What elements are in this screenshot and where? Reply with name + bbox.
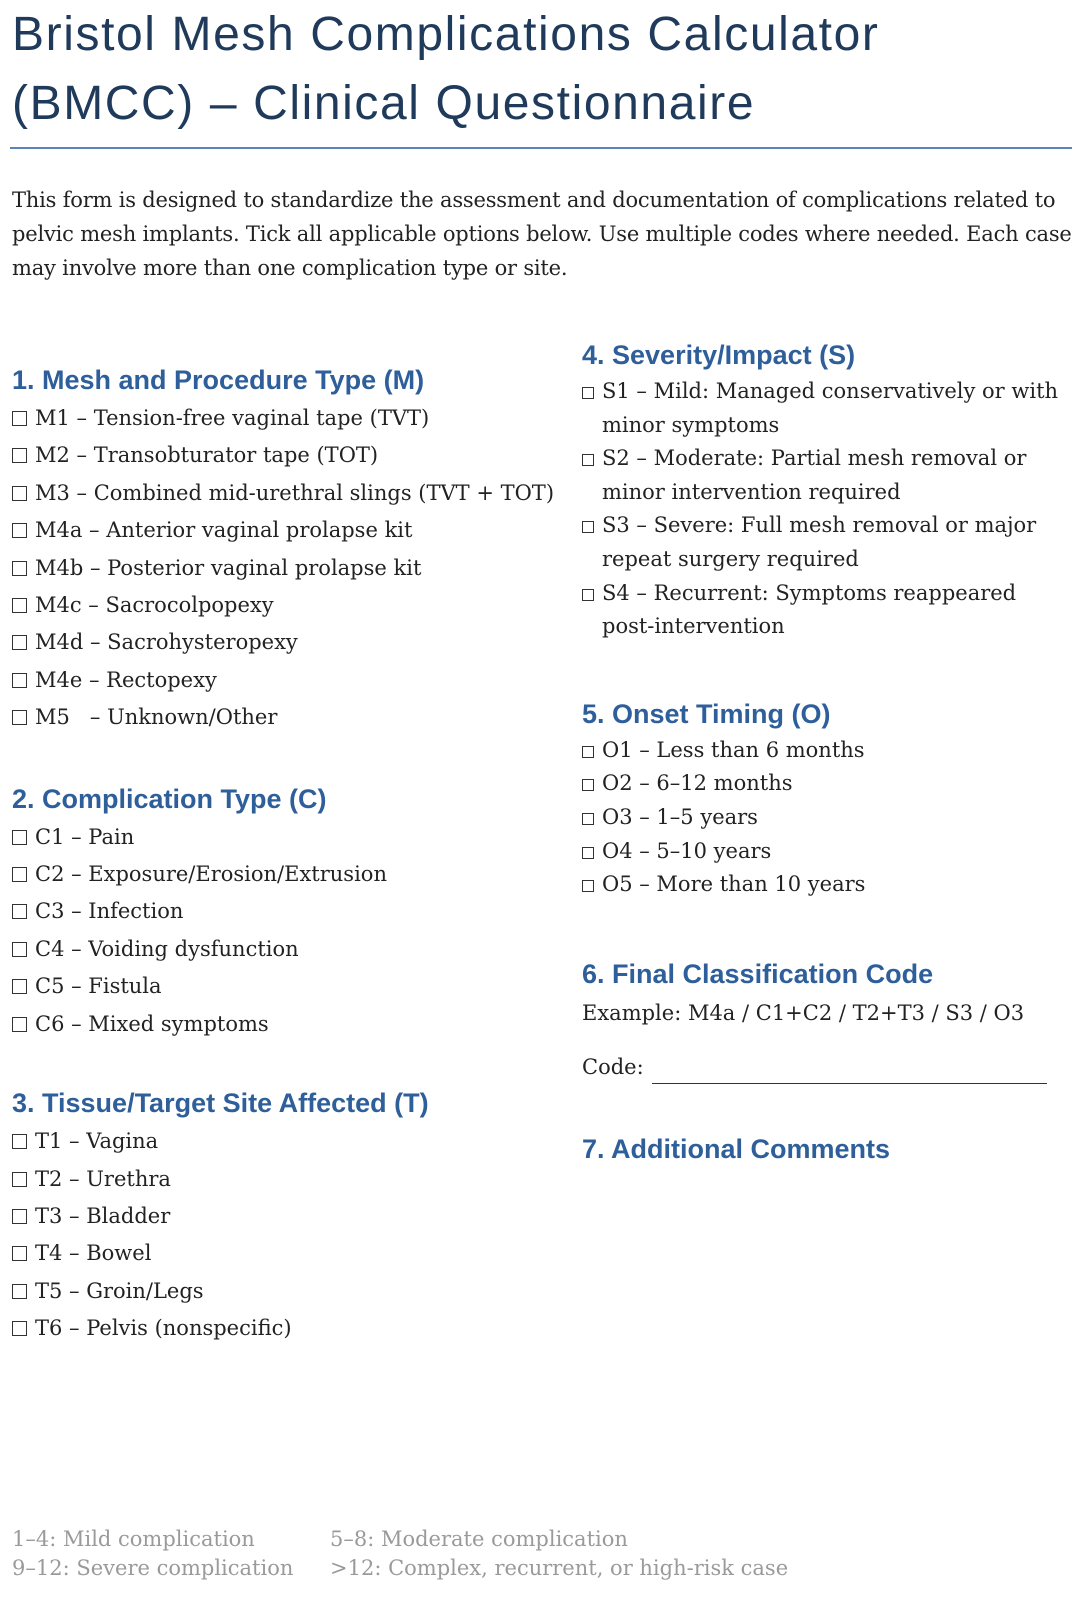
checkbox-option[interactable] [12,1198,557,1235]
checkbox-option[interactable] [12,699,557,736]
checkbox-option[interactable] [12,819,557,856]
checkbox-icon[interactable] [12,448,27,463]
option-label: M4e – Rectopexy [35,667,217,692]
checkbox-icon[interactable] [582,880,594,892]
checkbox-option[interactable] [12,931,557,968]
option-label: M4b – Posterior vaginal prolapse kit [35,555,422,580]
option-label: M4a – Anterior vaginal prolapse kit [35,518,413,543]
option-label: C1 – Pain [35,824,135,849]
legend-row [12,1525,1072,1554]
option-label: C4 – Voiding dysfunction [35,936,299,961]
option-label: T5 – Groin/Legs [35,1278,204,1303]
option-label: T6 – Pelvis (nonspecific) [35,1316,292,1341]
checkbox-option[interactable] [12,1006,557,1043]
checkbox-icon[interactable] [12,1209,27,1224]
section-heading: 5. Onset Timing (O) [582,698,831,729]
option-label: C3 – Infection [35,899,184,924]
option-label: C6 – Mixed symptoms [35,1011,269,1036]
option-label: T1 – Vagina [35,1129,159,1154]
left-column [12,360,557,1348]
option-label: C2 – Exposure/Erosion/Extrusion [35,862,387,887]
legend-moderate: 5–8: Moderate complication [330,1527,628,1551]
checkbox-option[interactable] [12,1310,557,1347]
option-label: S4 – Recurrent: Symptoms reappeared post-intervention [602,580,1017,639]
checkbox-option[interactable] [12,1123,557,1160]
section-heading: 1. Mesh and Procedure Type (M) [12,365,425,395]
checkbox-option[interactable] [582,509,1062,576]
checkbox-icon[interactable] [12,1017,27,1032]
option-label: O2 – 6–12 months [602,771,793,796]
legend-row [12,1554,1072,1583]
checkbox-option[interactable] [582,835,1062,869]
checkbox-option[interactable] [12,968,557,1005]
checkbox-icon[interactable] [12,979,27,994]
checkbox-option[interactable] [12,662,557,699]
form-title-line-2: (BMCC) – Clinical Questionnaire [12,77,756,130]
section-tissue-site [12,1083,557,1347]
checkbox-option[interactable] [582,442,1062,509]
legend-severe: 9–12: Severe complication [12,1556,294,1580]
checkbox-icon[interactable] [12,710,27,725]
code-input-line[interactable] [652,1061,1047,1084]
code-field [582,1050,1062,1084]
section-heading: 7. Additional Comments [582,1133,891,1164]
checkbox-option[interactable] [12,1161,557,1198]
checkbox-icon[interactable] [12,673,27,688]
checkbox-icon[interactable] [12,1284,27,1299]
form-title-line-1: Bristol Mesh Complications Calculator [12,8,880,61]
section-onset-timing [582,694,1062,902]
checkbox-icon[interactable] [12,411,27,426]
checkbox-option[interactable] [12,400,557,437]
section-heading: 6. Final Classification Code [582,958,934,989]
checkbox-option[interactable] [582,801,1062,835]
checkbox-option[interactable] [582,868,1062,902]
checkbox-option[interactable] [12,893,557,930]
option-label: O4 – 5–10 years [602,838,772,863]
checkbox-icon[interactable] [12,523,27,538]
example-code: Example: M4a / C1+C2 / T2+T3 / S3 / O3 [582,1000,1025,1025]
checkbox-icon[interactable] [582,746,594,758]
option-label: O3 – 1–5 years [602,804,758,829]
option-label: S3 – Severe: Full mesh removal or major repeat surgery required [602,513,1037,571]
checkbox-icon[interactable] [12,486,27,501]
checkbox-icon[interactable] [12,1172,27,1187]
checkbox-icon[interactable] [12,598,27,613]
checkbox-icon[interactable] [12,1246,27,1261]
option-label: O1 – Less than 6 months [602,737,865,762]
checkbox-icon[interactable] [582,454,594,466]
section-heading: 4. Severity/Impact (S) [582,340,856,370]
checkbox-icon[interactable] [12,942,27,957]
score-legend [12,1525,1072,1583]
checkbox-icon[interactable] [12,635,27,650]
section-complication-type [12,779,557,1043]
checkbox-option[interactable] [12,475,557,512]
legend-complex: >12: Complex, recurrent, or high-risk case [330,1556,789,1580]
title-divider [10,147,1072,149]
option-label: M5 – Unknown/Other [35,705,278,730]
option-label: O5 – More than 10 years [602,872,866,897]
right-column [582,335,1062,1169]
option-label: C5 – Fistula [35,974,162,999]
option-label: M2 – Transobturator tape (TOT) [35,443,379,468]
checkbox-icon[interactable] [582,813,594,825]
option-label: T3 – Bladder [35,1203,171,1228]
checkbox-icon[interactable] [12,867,27,882]
checkbox-option[interactable] [12,512,557,549]
checkbox-option[interactable] [582,375,1062,442]
option-label: M4d – Sacrohysteropexy [35,630,298,655]
checkbox-option[interactable] [12,1273,557,1310]
checkbox-option[interactable] [12,437,557,474]
option-label: S1 – Mild: Managed conservatively or with minor symptoms [602,379,1059,437]
checkbox-option[interactable] [12,587,557,624]
checkbox-icon[interactable] [582,847,594,859]
checkbox-icon[interactable] [582,521,594,533]
checkbox-option[interactable] [582,767,1062,801]
checkbox-icon[interactable] [12,561,27,576]
section-final-classification [582,954,1062,1084]
option-label: T2 – Urethra [35,1166,171,1191]
checkbox-option[interactable] [12,856,557,893]
option-label: M3 – Combined mid-urethral slings (TVT + TOT) [35,480,555,505]
checkbox-option[interactable] [582,577,1062,644]
checkbox-icon[interactable] [12,1134,27,1149]
checkbox-option[interactable] [12,1235,557,1272]
section-additional-comments [582,1129,1062,1169]
checkbox-option[interactable] [12,624,557,661]
checkbox-option[interactable] [12,550,557,587]
option-label: T4 – Bowel [35,1241,152,1266]
legend-mild: 1–4: Mild complication [12,1527,255,1551]
option-label: M4c – Sacrocolpopexy [35,593,274,618]
option-label: M1 – Tension-free vaginal tape (TVT) [35,406,430,430]
checkbox-icon[interactable] [582,779,594,791]
intro-paragraph: This form is designed to standardize the assessment and documentation of complications related to pelvic mesh implants. Tick all applicable options below. Use multiple codes where needed. Each case may involve more than one complication type or site. [12,188,1072,280]
section-heading: 2. Complication Type (C) [12,783,327,814]
checkbox-icon[interactable] [12,830,27,845]
section-heading: 3. Tissue/Target Site Affected (T) [12,1088,429,1119]
checkbox-icon[interactable] [12,904,27,919]
checkbox-icon[interactable] [582,387,594,399]
checkbox-icon[interactable] [12,1321,27,1336]
code-label: Code: [582,1054,644,1079]
checkbox-option[interactable] [582,734,1062,768]
section-mesh-type [12,360,557,737]
section-severity [582,335,1062,644]
checkbox-icon[interactable] [582,589,594,601]
option-label: S2 – Moderate: Partial mesh removal or minor intervention required [602,446,1027,504]
form-title [12,0,1062,138]
